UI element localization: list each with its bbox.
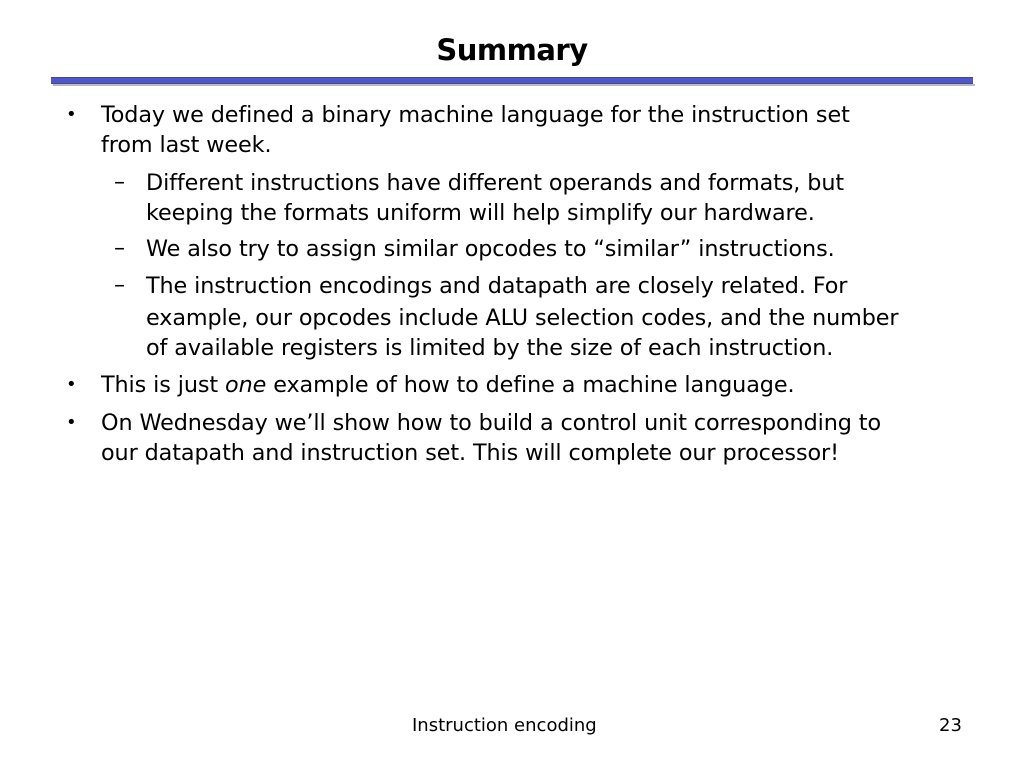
bullet-2-text-before: This is just <box>101 372 226 398</box>
slide-title: Summary <box>436 33 588 67</box>
dash-marker: – <box>114 273 125 298</box>
dash-marker: – <box>114 170 125 195</box>
bullet-marker: • <box>66 374 77 395</box>
subitem-3-line-2: example, our opcodes include ALU selection codes, and the number <box>146 305 899 331</box>
subitem-3-line-1: The instruction encodings and datapath are closely related. For <box>146 273 848 299</box>
bullet-marker: • <box>66 104 77 125</box>
subitem-3-line-3: of available registers is limited by the size of each instruction. <box>146 335 834 361</box>
bullet-1-line-2: from last week. <box>101 132 272 158</box>
bullet-marker: • <box>66 412 77 433</box>
bullet-3-line-2: our datapath and instruction set. This will complete our processor! <box>101 440 839 466</box>
footer-title: Instruction encoding <box>412 715 597 736</box>
subitem-1-line-1: Different instructions have different operands and formats, but <box>146 170 844 196</box>
bullet-2-text-after: example of how to define a machine language. <box>266 372 795 398</box>
subitem-1-line-2: keeping the formats uniform will help simplify our hardware. <box>146 200 815 226</box>
subitem-2-line-1: We also try to assign similar opcodes to “similar” instructions. <box>146 236 835 262</box>
bullet-3-line-1: On Wednesday we’ll show how to build a control unit corresponding to <box>101 410 881 436</box>
dash-marker: – <box>114 236 125 261</box>
bullet-1-line-1: Today we defined a binary machine language for the instruction set <box>101 102 850 128</box>
bullet-2-emphasis: one <box>225 372 267 398</box>
bullet-2-line-1 <box>101 370 794 400</box>
page-number: 23 <box>939 715 962 736</box>
